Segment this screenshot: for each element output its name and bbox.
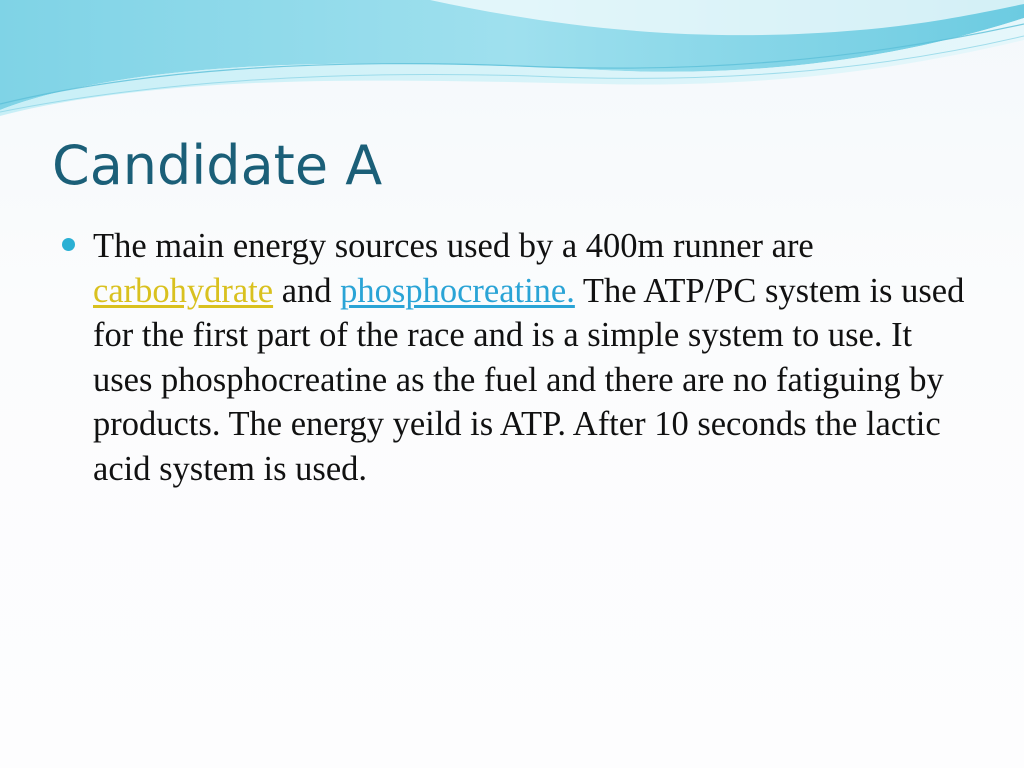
slide-title: Candidate A <box>52 134 383 197</box>
bullet-icon <box>62 238 75 251</box>
bullet-text <box>93 224 972 492</box>
phosphocreatine-link[interactable]: phosphocreatine. <box>340 271 575 310</box>
slide-content <box>62 224 972 492</box>
body-text-part1: The main energy sources used by a 400m runner are <box>93 227 814 265</box>
header-wave-decoration <box>0 0 1024 130</box>
carbohydrate-link[interactable]: carbohydrate <box>93 271 274 310</box>
body-text-part3: The ATP/PC system is used for the first part of the race and is a simple system to use. It uses phosphocreatine as the fuel and there are no fatiguing by products. The energy yeild is ATP. After 10 seconds the lactic acid system is used. <box>93 271 965 488</box>
body-text-part2: and <box>273 271 341 310</box>
